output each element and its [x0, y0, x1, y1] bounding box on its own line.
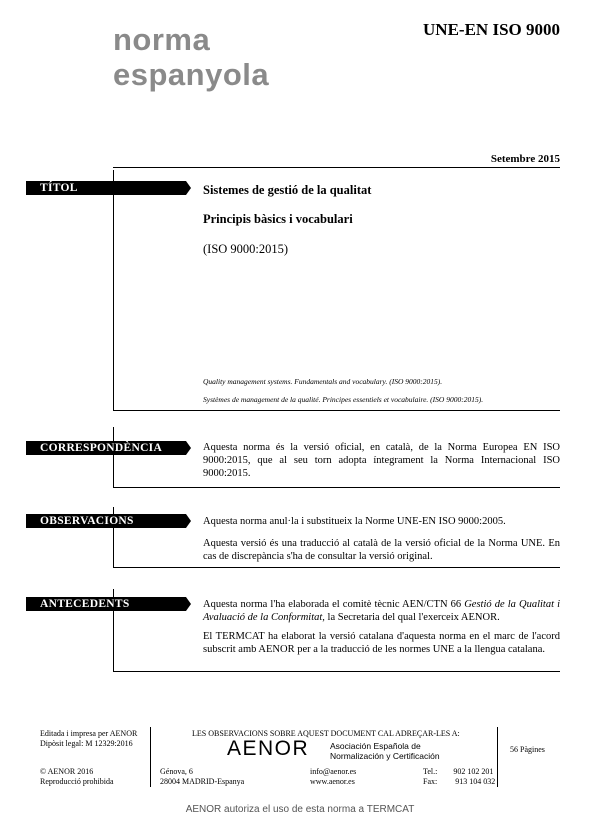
legal-deposit: Dipòsit legal: M 12329:2016 — [40, 739, 133, 748]
observacions-text-1: Aquesta norma anul·la i substitueix la Norme UNE-EN ISO 9000:2005. — [203, 516, 506, 527]
address-line-1: Génova, 6 — [160, 767, 193, 776]
contact-online — [310, 767, 356, 787]
document-subtitle: Principis bàsics i vocabulari — [203, 212, 353, 226]
fax — [423, 777, 495, 787]
antecedents-text-1a: Aquesta norma l'ha elaborada el comitè tècnic AEN/CTN 66 — [203, 599, 465, 610]
alt-title-english: Quality management systems. Fundamentals and vocabulary. (ISO 9000:2015). — [203, 377, 443, 386]
committee-name: Gestió de la Qualitat i Avaluació de la Conformitat — [203, 599, 560, 623]
page-count: 56 Pàgines — [510, 745, 545, 754]
label-arrow-icon — [186, 181, 191, 195]
section-divider — [113, 567, 560, 568]
fax-label: Fax: — [423, 777, 438, 786]
label-arrow-icon — [186, 597, 191, 611]
postal-address — [160, 767, 244, 787]
aenor-description — [330, 741, 440, 761]
antecedents-text-2: El TERMCAT ha elaborat la versió catalana d'aquesta norma en el marc de l'acord subscrit amb AENOR per a la traducció de les normes UNE a la llengua catalana. — [203, 631, 560, 655]
address-line-2: 28004 MADRID-Espanya — [160, 777, 245, 786]
correspondencia-text: Aquesta norma és la versió oficial, en català, de la Norma Europea EN ISO 9000:2015, que al seu torn adopta íntegrament la Norma Internacional ISO 9000:2015. — [203, 442, 560, 479]
copyright-block — [40, 767, 114, 787]
aenor-name-line-1: Asociación Española de — [330, 741, 421, 751]
footer-divider-left — [150, 727, 151, 787]
document-title: Sistemes de gestió de la qualitat — [203, 183, 372, 197]
edited-by: Editada i impresa per AENOR — [40, 729, 138, 738]
section-rule-correspondencia — [113, 427, 114, 487]
iso-reference: (ISO 9000:2015) — [203, 242, 289, 256]
brand-line-2: espanyola — [113, 57, 270, 92]
fax-value: 913 104 032 — [455, 777, 496, 786]
observacions-text-2: Aquesta versió és una traducció al català de la versió oficial de la Norma UNE. En cas de discrepància s'ha de consultar la versió original. — [203, 538, 560, 562]
section-label-observacions: OBSERVACIONS — [26, 514, 186, 528]
brand-line-1: norma — [113, 22, 211, 57]
reproduction-notice: Reproducció prohibida — [40, 777, 114, 786]
section-divider — [113, 410, 560, 411]
section-label-titol: TÍTOL — [26, 181, 186, 195]
section-label-antecedents: ANTECEDENTS — [26, 597, 186, 611]
standard-code: UNE-EN ISO 9000 — [423, 20, 560, 39]
section-rule-titol — [113, 170, 114, 410]
aenor-name-line-2: Normalización y Certificación — [330, 751, 440, 761]
label-arrow-icon — [186, 441, 191, 455]
footer-divider-right — [497, 727, 498, 787]
tel-label: Tel.: — [423, 767, 438, 776]
brand-wordmark — [113, 22, 269, 92]
copyright: © AENOR 2016 — [40, 767, 94, 776]
section-label-correspondencia: CORRESPONDÈNCIA — [26, 441, 186, 455]
editor-block — [40, 729, 137, 749]
date-rule — [113, 167, 560, 168]
publication-date: Setembre 2015 — [490, 153, 560, 165]
usage-authorization-note: AENOR autoriza el uso de esta norma a TERMCAT — [185, 804, 415, 815]
observations-address-line: LES OBSERVACIONS SOBRE AQUEST DOCUMENT CAL ADREÇAR-LES A: — [192, 729, 460, 738]
telephone — [423, 767, 495, 777]
alt-title-french: Systèmes de management de la qualité. Principes essentiels et vocabulaire. (ISO 9000:2015). — [203, 395, 484, 404]
section-divider — [113, 487, 560, 488]
antecedents-text-1 — [203, 598, 560, 624]
email-link[interactable]: info@aenor.es — [310, 767, 357, 776]
label-arrow-icon — [186, 514, 191, 528]
tel-value: 902 102 201 — [453, 767, 494, 776]
contact-phone — [423, 767, 495, 787]
aenor-logo: AENOR — [227, 737, 310, 760]
website-link[interactable]: www.aenor.es — [310, 777, 355, 786]
antecedents-text-1b: , la Secretaria del qual l'exerceix AENOR. — [322, 612, 500, 623]
section-divider — [113, 671, 560, 672]
